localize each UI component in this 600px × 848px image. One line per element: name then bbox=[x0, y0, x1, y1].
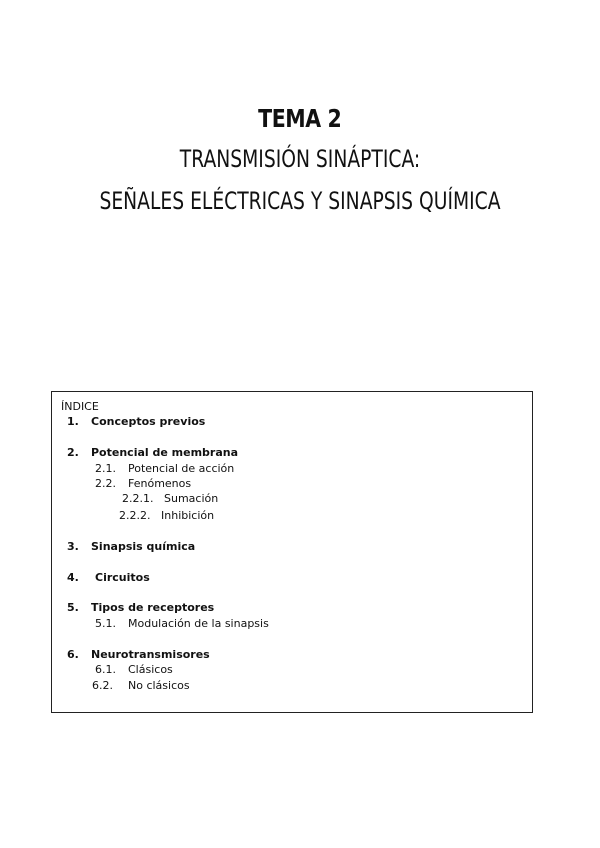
toc-number: 2. bbox=[67, 446, 79, 459]
toc-number: 6.1. bbox=[95, 663, 116, 676]
title-line-1: TRANSMISIÓN SINÁPTICA: bbox=[179, 145, 421, 173]
toc-number: 2.1. bbox=[95, 462, 116, 475]
toc-heading: ÍNDICE bbox=[61, 400, 99, 413]
toc-label: Clásicos bbox=[128, 663, 173, 676]
toc-number: 1. bbox=[67, 415, 79, 428]
title-block bbox=[0, 104, 600, 215]
topic-number-title: TEMA 2 bbox=[258, 104, 342, 133]
toc-label: Conceptos previos bbox=[91, 415, 206, 428]
toc-number: 2.2.1. bbox=[122, 492, 154, 505]
toc-number: 5.1. bbox=[95, 617, 116, 630]
table-of-contents bbox=[51, 391, 533, 713]
toc-number: 6.2. bbox=[92, 679, 113, 692]
toc-number: 3. bbox=[67, 540, 79, 553]
toc-label: Modulación de la sinapsis bbox=[128, 617, 269, 630]
toc-label: Fenómenos bbox=[128, 477, 192, 490]
toc-label: Tipos de receptores bbox=[91, 601, 215, 614]
toc-number: 6. bbox=[67, 648, 79, 661]
toc-number: 2.2. bbox=[95, 477, 116, 490]
toc-label: Potencial de acción bbox=[128, 462, 235, 475]
toc-label: Neurotransmisores bbox=[91, 648, 210, 661]
toc-number: 4. bbox=[67, 571, 79, 584]
toc-label: Potencial de membrana bbox=[91, 446, 239, 459]
toc-label: No clásicos bbox=[128, 679, 190, 692]
title-line-2: SEÑALES ELÉCTRICAS Y SINAPSIS QUÍMICA bbox=[99, 187, 501, 215]
toc-label: Inhibición bbox=[161, 509, 215, 522]
toc-number: 5. bbox=[67, 601, 79, 614]
toc-label: Sumación bbox=[164, 492, 219, 505]
toc-label: Sinapsis química bbox=[91, 540, 196, 553]
toc-number: 2.2.2. bbox=[119, 509, 151, 522]
toc-label: Circuitos bbox=[95, 571, 150, 584]
